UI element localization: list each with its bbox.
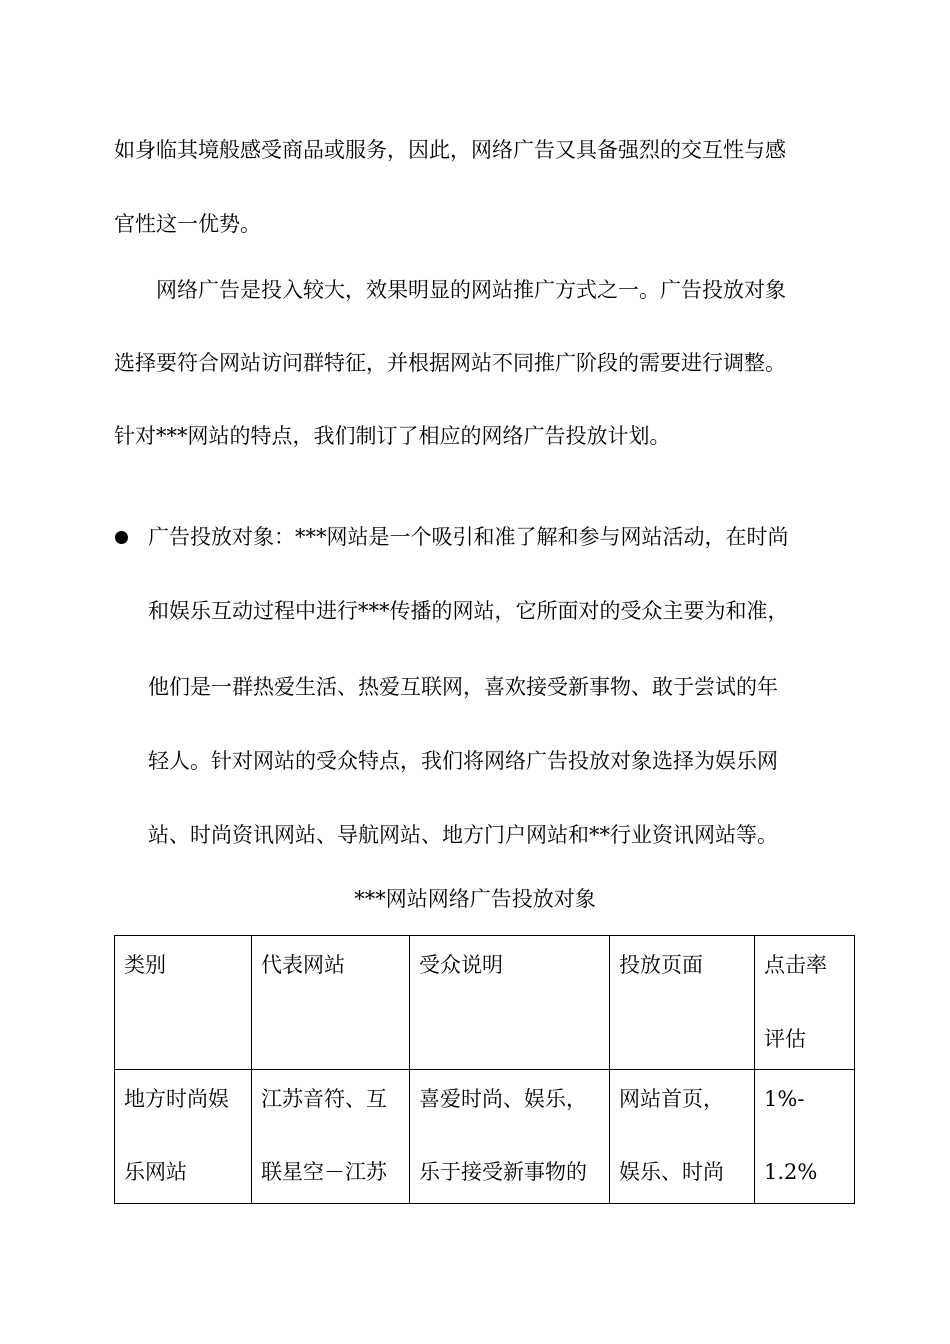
header-cell-sites [252,936,410,1070]
cell-text: 1%- [764,1087,805,1111]
bullet-icon [115,531,128,544]
bullet-line: 和娱乐互动过程中进行***传播的网站，它所面对的受众主要为和准， [148,599,789,623]
header-text: 代表网站 [261,953,345,977]
table-cell [115,1070,252,1204]
paragraph-line: 官性这一优势。 [114,212,261,236]
cell-text: 乐于接受新事物的 [419,1160,587,1184]
table-cell [610,1070,755,1204]
table-caption: ***网站网络广告投放对象 [354,887,596,911]
cell-text: 联星空－江苏 [261,1160,387,1184]
cell-text: 乐网站 [124,1160,187,1184]
header-cell-audience [410,936,610,1070]
paragraph-line: 如身临其境般感受商品或服务，因此，网络广告又具备强烈的交互性与感 [114,138,786,162]
table-cell [755,1070,855,1204]
paragraph-line: 网络广告是投入较大，效果明显的网站推广方式之一。广告投放对象 [156,278,786,302]
cell-text: 地方时尚娱 [124,1087,229,1111]
header-text: 点击率 [764,953,827,977]
cell-text: 喜爱时尚、娱乐， [419,1087,587,1111]
paragraph-line: 选择要符合网站访问群特征，并根据网站不同推广阶段的需要进行调整。 [114,351,786,375]
header-text: 类别 [124,953,166,977]
header-cell-ctr [755,936,855,1070]
header-text: 受众说明 [419,953,503,977]
header-cell-pages [610,936,755,1070]
bullet-line: 轻人。针对网站的受众特点，我们将网络广告投放对象选择为娱乐网 [148,749,778,773]
bullet-line: 他们是一群热爱生活、热爱互联网，喜欢接受新事物、敢于尝试的年 [148,675,778,699]
header-text: 评估 [764,1027,806,1051]
ad-target-table [114,935,855,1204]
cell-text: 1.2% [764,1160,818,1184]
paragraph-line: 针对***网站的特点，我们制订了相应的网络广告投放计划。 [114,424,671,448]
bullet-line: 站、时尚资讯网站、导航网站、地方门户网站和**行业资讯网站等。 [148,823,778,847]
table-cell [410,1070,610,1204]
table-header-row [115,936,855,1070]
table-row [115,1070,855,1204]
header-cell-category [115,936,252,1070]
table-cell [252,1070,410,1204]
cell-text: 江苏音符、互 [261,1087,387,1111]
header-text: 投放页面 [619,953,703,977]
cell-text: 娱乐、时尚 [619,1160,724,1184]
bullet-line: 广告投放对象：***网站是一个吸引和准了解和参与网站活动，在时尚 [148,525,789,549]
cell-text: 网站首页， [619,1087,724,1111]
